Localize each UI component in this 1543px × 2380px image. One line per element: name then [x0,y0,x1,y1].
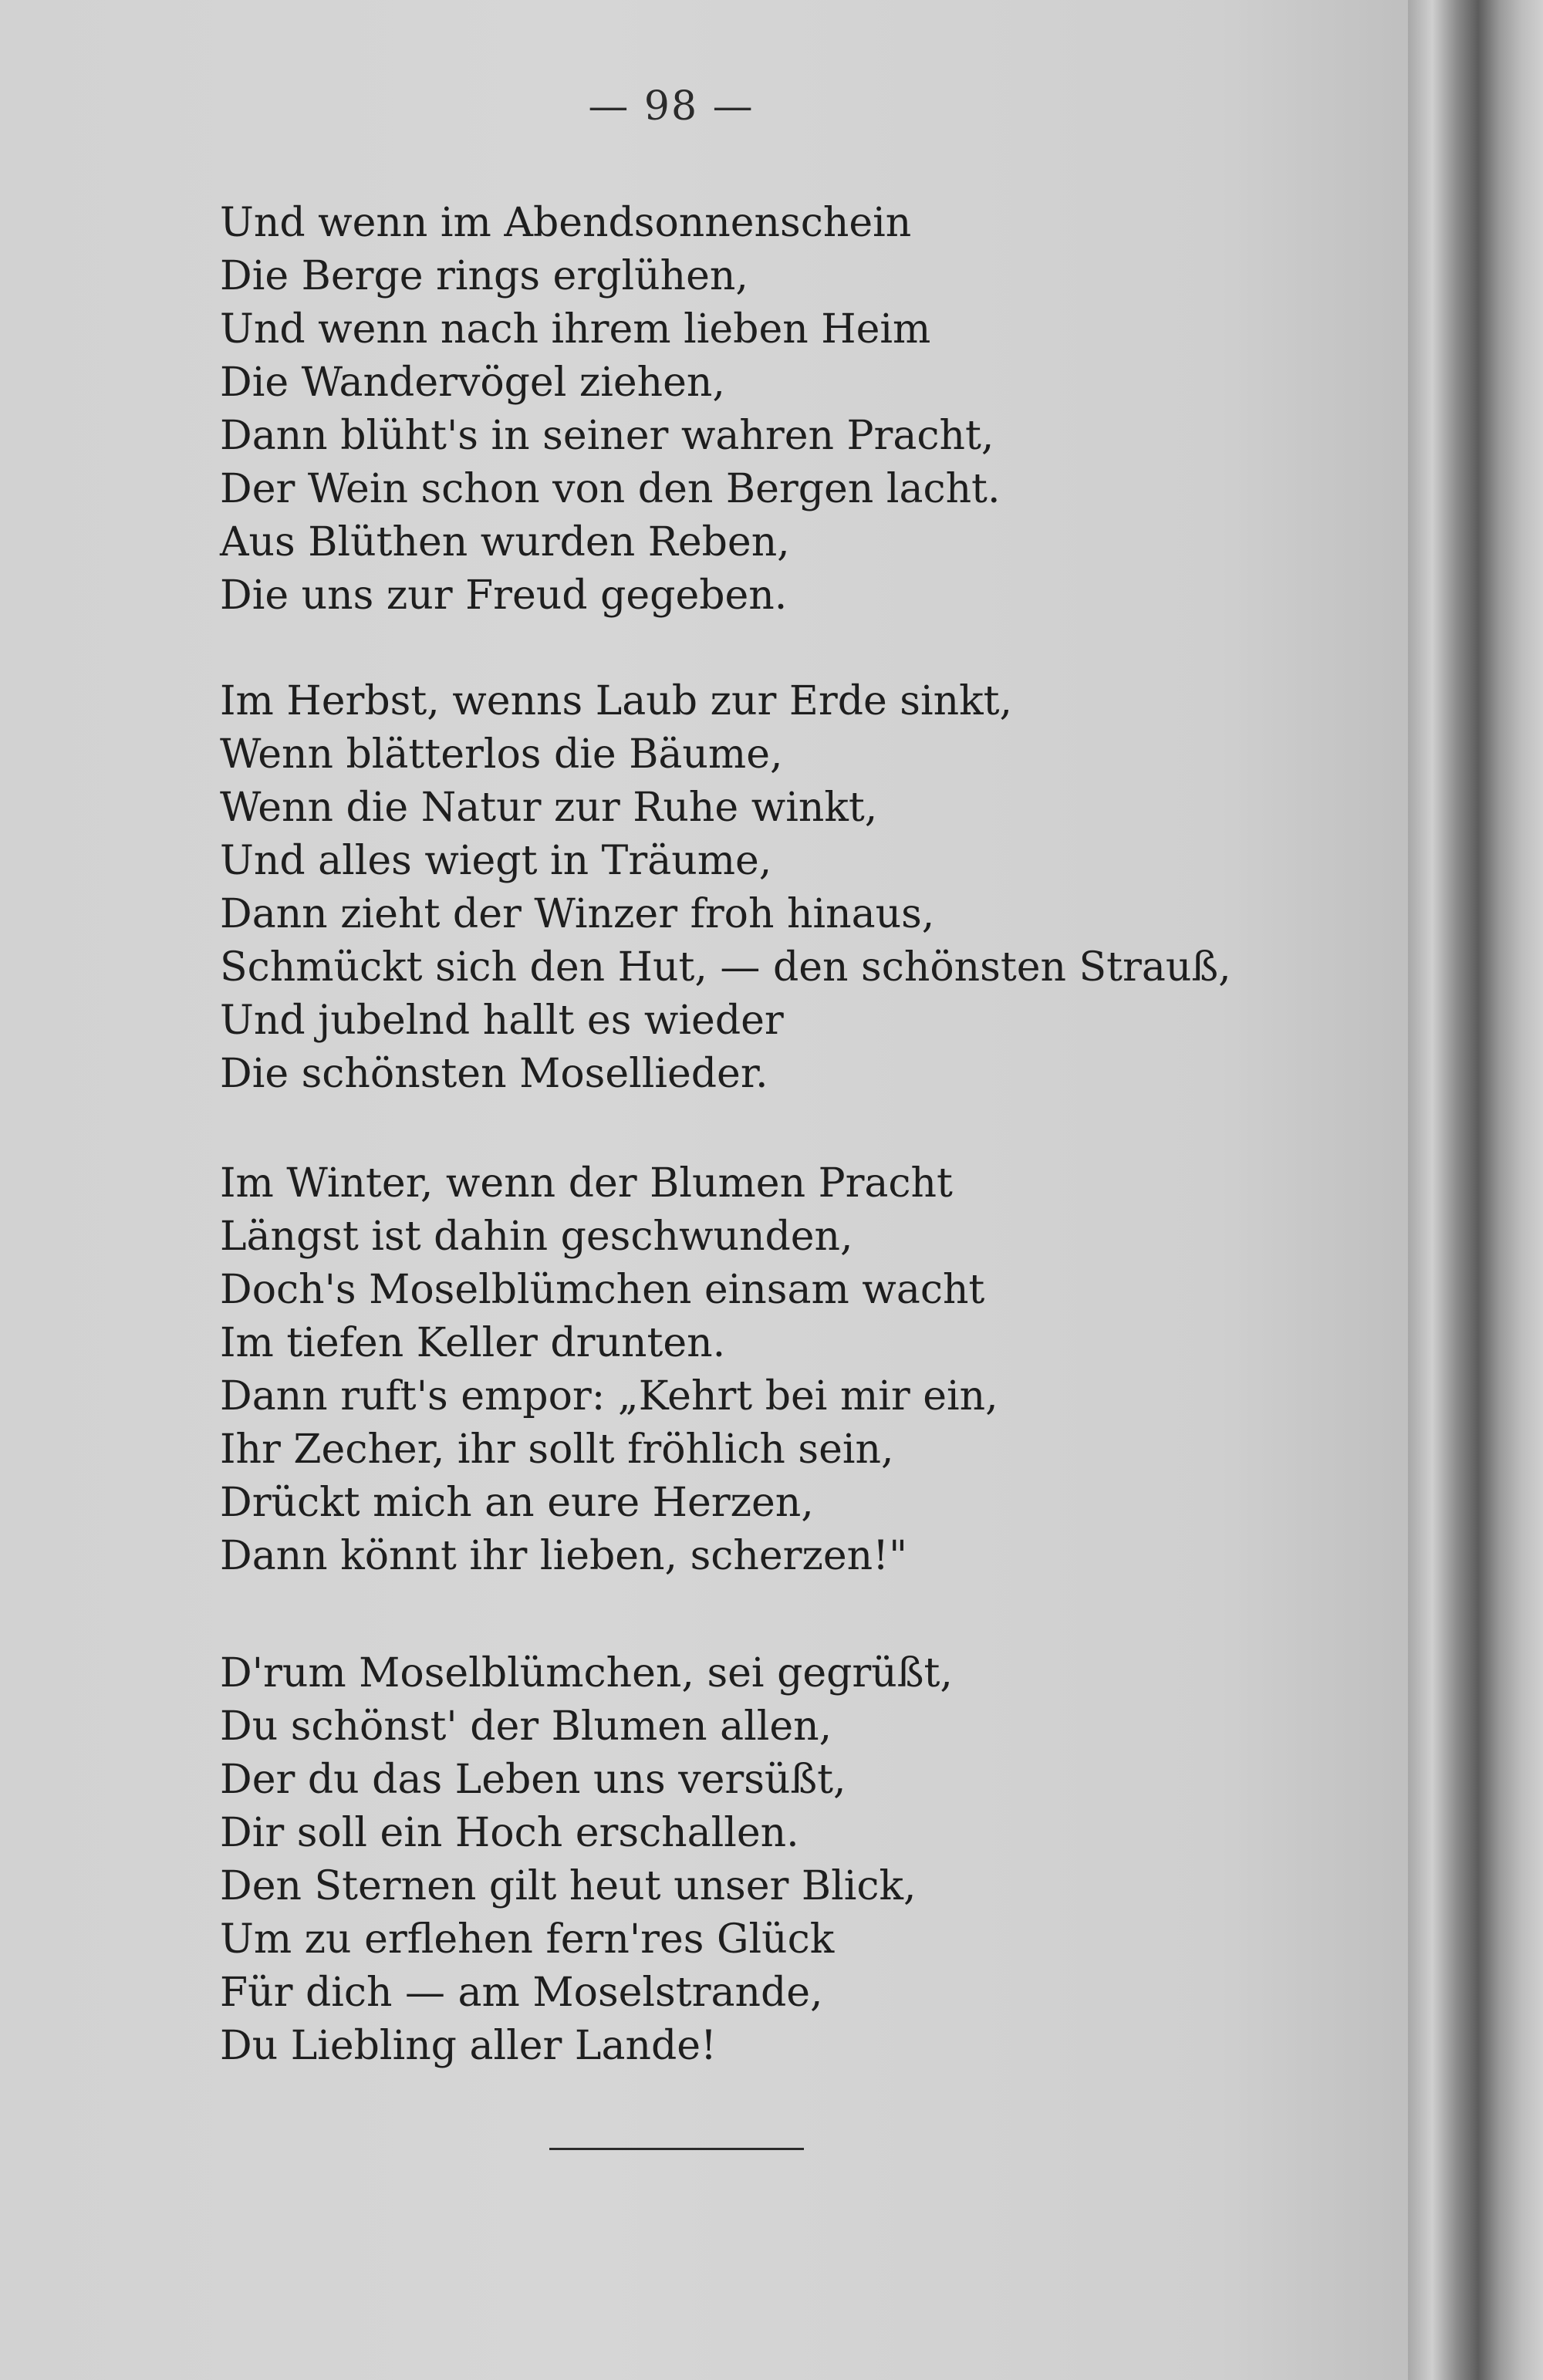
poem-line: Wenn die Natur zur Ruhe winkt, [220,785,878,831]
poem-line: Die Wandervögel ziehen, [220,360,725,406]
poem-line: Dann ruft's empor: „Kehrt bei mir ein, [220,1373,998,1420]
poem-line: Du Liebling aller Lande! [220,2023,717,2069]
poem-line: Den Sternen gilt heut unser Blick, [220,1863,917,1909]
poem-line: D'rum Moselblümchen, sei gegrüßt, [220,1650,953,1696]
poem-line: Die Berge rings erglühen, [220,253,748,299]
stanza-2 [220,675,1300,1101]
poem-line: Und wenn im Abendsonnenschein [220,200,912,246]
stanza-1 [220,197,1300,623]
poem-line: Um zu erflehen fern'res Glück [220,1916,835,1963]
stanza-3 [220,1157,1300,1583]
page-number: — 98 — [588,83,755,130]
poem-line: Der Wein schon von den Bergen lacht. [220,466,1001,512]
poem-line: Drückt mich an eure Herzen, [220,1480,814,1526]
poem-line: Und alles wiegt in Träume, [220,838,772,884]
poem-line: Und jubelnd hallt es wieder [220,998,784,1044]
poem-line: Der du das Leben uns versüßt, [220,1757,846,1803]
poem-line: Und wenn nach ihrem lieben Heim [220,306,931,353]
poem-line: Wenn blätterlos die Bäume, [220,731,783,778]
poem-line: Im Winter, wenn der Blumen Pracht [220,1160,953,1207]
poem-line: Aus Blüthen wurden Reben, [220,519,790,565]
poem-line: Doch's Moselblümchen einsam wacht [220,1267,985,1313]
poem-line: Im Herbst, wenns Laub zur Erde sinkt, [220,678,1013,724]
poem-line: Die schönsten Mosellieder. [220,1051,768,1097]
poem-line: Ihr Zecher, ihr sollt fröhlich sein, [220,1426,894,1473]
poem-line: Du schönst' der Blumen allen, [220,1703,832,1750]
stanza-4 [220,1647,1300,2073]
poem-line: Schmückt sich den Hut, — den schönsten Strauß, [220,944,1231,991]
book-binding [1408,0,1543,2380]
poem-line: Dann könnt ihr lieben, scherzen!" [220,1533,907,1579]
closing-divider [549,2148,804,2150]
poem-line: Dir soll ein Hoch erschallen. [220,1810,799,1856]
poem-line: Längst ist dahin geschwunden, [220,1214,853,1260]
poem-line: Für dich — am Moselstrande, [220,1970,823,2016]
poem-line: Dann zieht der Winzer froh hinaus, [220,891,935,937]
poem-line: Im tiefen Keller drunten. [220,1320,726,1366]
poem-line: Dann blüht's in seiner wahren Pracht, [220,413,994,459]
poem-line: Die uns zur Freud gegeben. [220,572,788,619]
